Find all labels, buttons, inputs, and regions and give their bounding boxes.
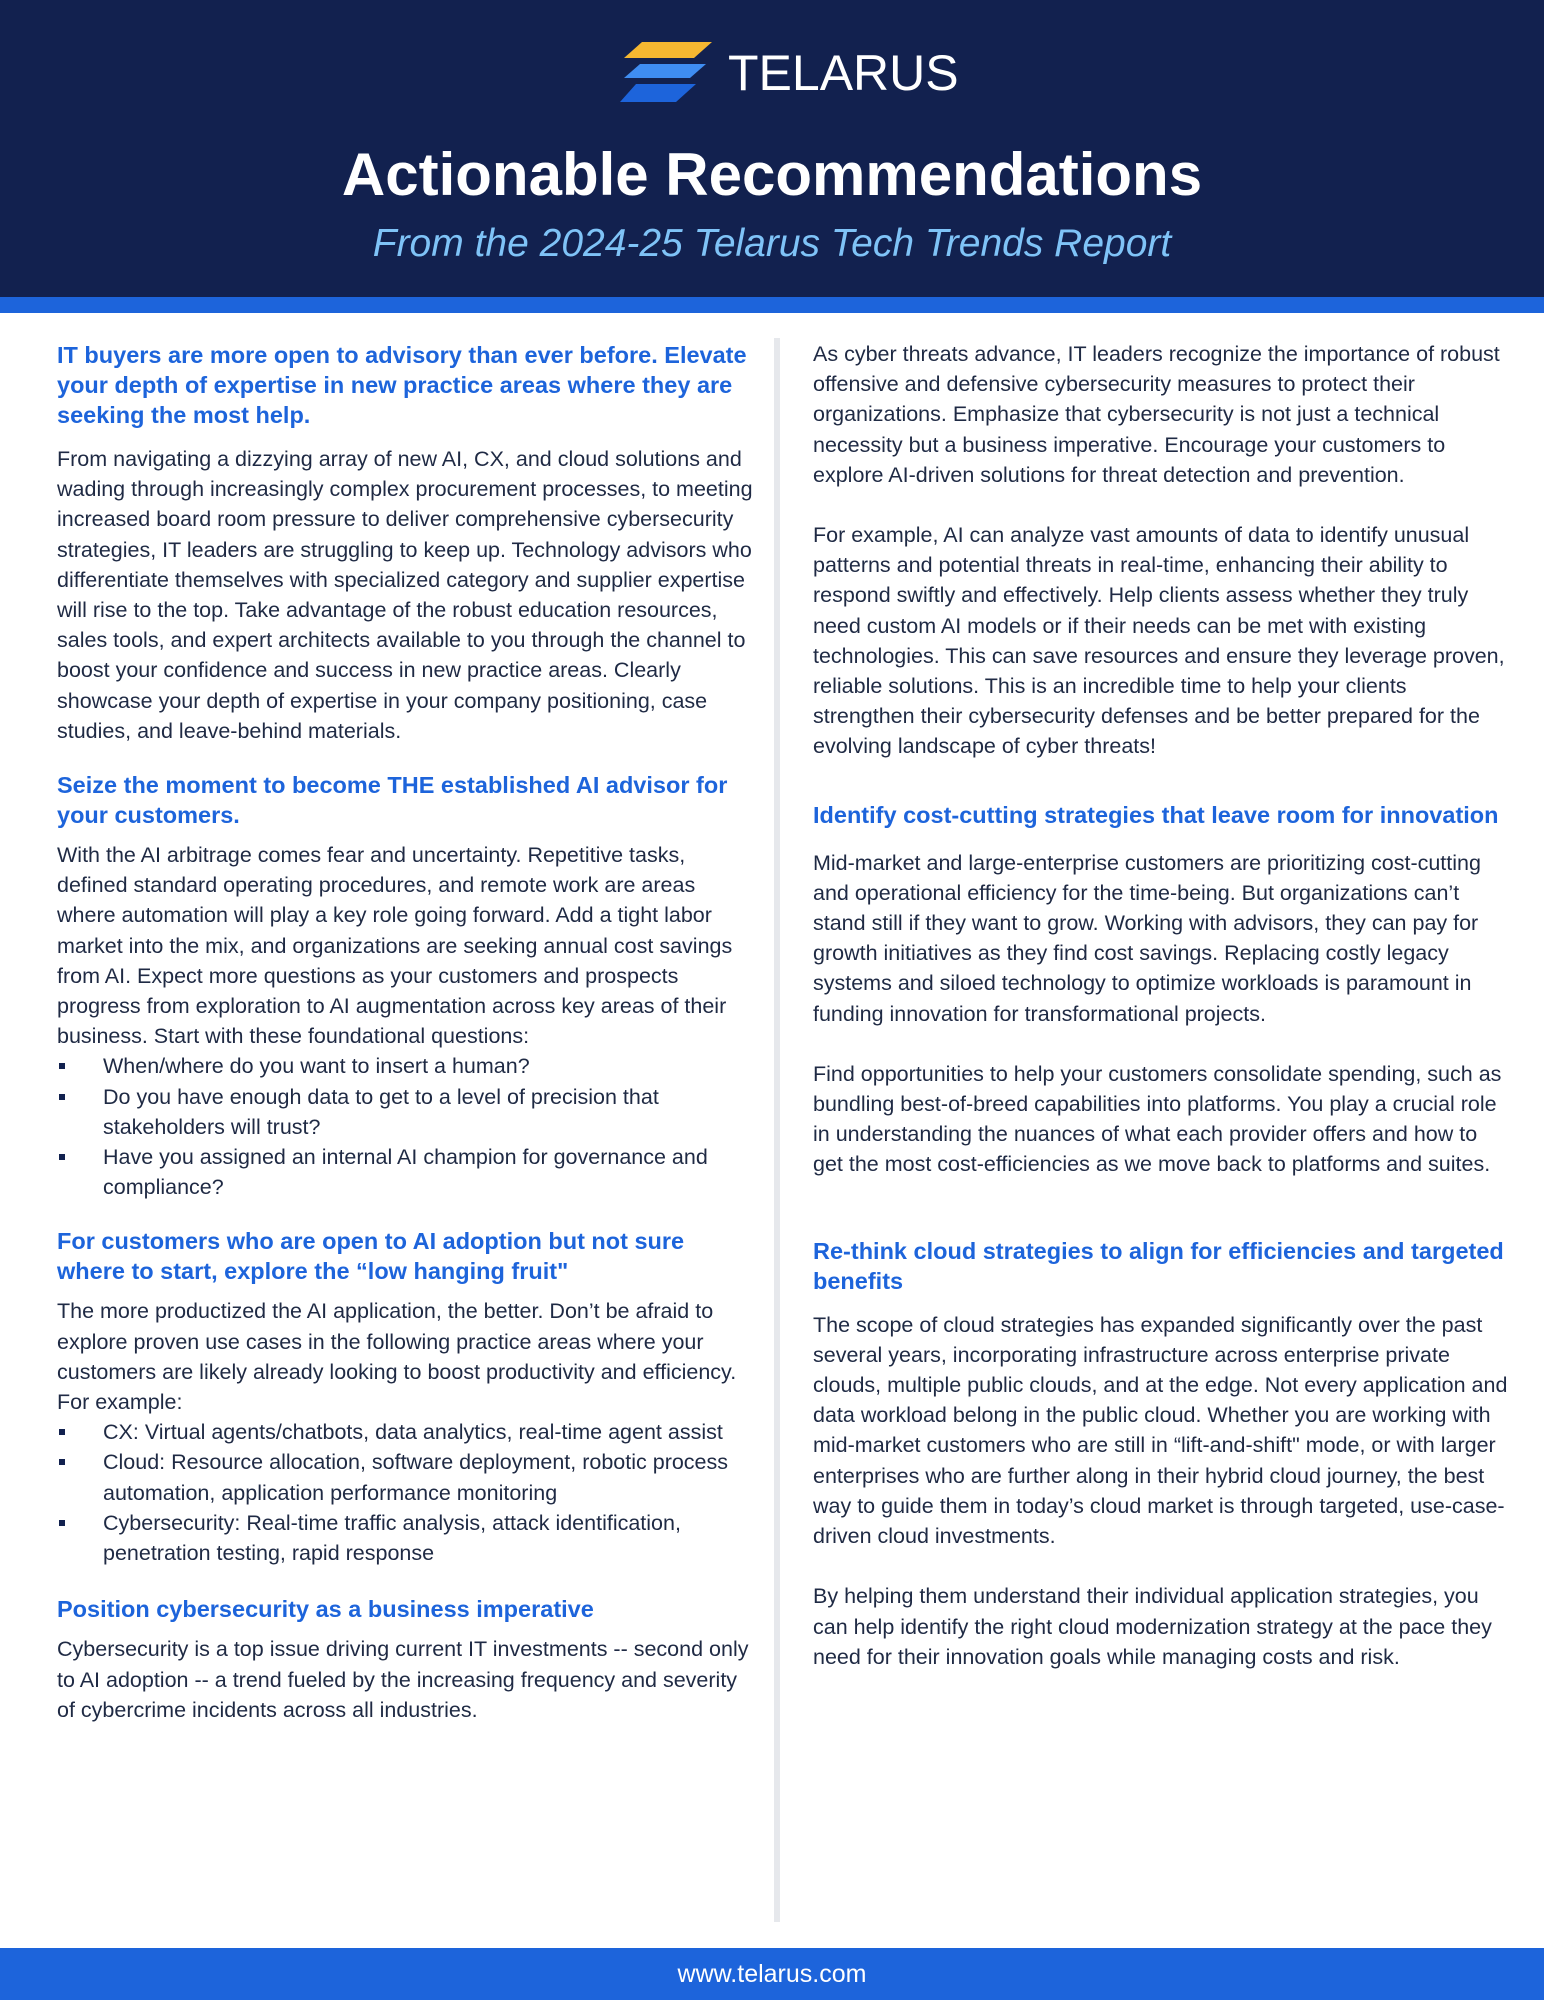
examples-lead: For example: [57, 1390, 183, 1415]
page-title: Actionable Recommendations [341, 141, 1203, 208]
page-subtitle: From the 2024-25 Telarus Tech Trends Report [372, 222, 1172, 265]
list-item: When/where do you want to insert a human? [57, 1051, 757, 1081]
list-item: CX: Virtual agents/chatbots, data analytics, real-time agent assist [57, 1417, 757, 1447]
section-heading-cybersecurity: Position cybersecurity as a business imperative [57, 1596, 594, 1623]
list-item: Cloud: Resource allocation, software deployment, robotic process automation, application performance monitoring [57, 1447, 757, 1507]
list-item: Have you assigned an internal AI champion for governance and compliance? [57, 1142, 757, 1202]
telarus-logo [620, 38, 959, 108]
right-column [813, 339, 1513, 1672]
section-heading-ai-advisor: Seize the moment to become THE established AI advisor for your customers. [57, 772, 728, 829]
cybersecurity-paragraph-1: As cyber threats advance, IT leaders recognize the importance of robust offensive and defensive cybersecurity measures to protect their organizations. Emphasize that cybersecurity is not just a technical necessity but a business imperative. Encourage your customers to explore AI-driven solutions for threat detection and prevention. [813, 342, 1500, 487]
list-item: Do you have enough data to get to a level of precision that stakeholders will trust? [57, 1082, 757, 1142]
cost-cutting-paragraph-2: Find opportunities to help your customers consolidate spending, such as bundling best-of-breed capabilities into platforms. You play a crucial role in understanding the nuances of what each provider offers and how to get the most cost-efficiencies as we move back to platforms and suites. [813, 1061, 1502, 1177]
header-stripe [0, 297, 1544, 313]
section-heading-low-hanging-fruit: For customers who are open to AI adoption but not sure where to start, explore the “low hanging fruit" [57, 1228, 685, 1285]
foundational-questions-list [57, 1051, 757, 1202]
section-heading-advisory: IT buyers are more open to advisory than ever before. Elevate your depth of expertise in new practice areas where they are seeking the most help. [57, 342, 747, 428]
section-heading-cloud: Re-think cloud strategies to align for efficiencies and targeted benefits [813, 1237, 1504, 1294]
brand-name: TELARUS [728, 45, 959, 101]
telarus-logo-icon [620, 38, 716, 108]
cloud-paragraph-2: By helping them understand their individual application strategies, you can help identify the right cloud modernization strategy at the pace they need for their innovation goals while managing costs and risk. [813, 1584, 1492, 1669]
section-body-advisory: From navigating a dizzying array of new AI, CX, and cloud solutions and wading through increasingly complex procurement processes, to meeting increased board room pressure to deliver comprehensive cybersecurity strategies, IT leaders are struggling to keep up. Technology advisors who differentiate themselves with specialized category and supplier expertise will rise to the top. Take advantage of the robust education resources, sales tools, and expert architects available to you through the channel to boost your confidence and success in new practice areas. Clearly showcase your depth of expertise in your company positioning, case studies, and leave-behind materials. [57, 447, 753, 743]
list-item: Cybersecurity: Real-time traffic analysis, attack identification, penetration testing, rapid response [57, 1508, 757, 1568]
section-body-cybersecurity: Cybersecurity is a top issue driving current IT investments -- second only to AI adoption -- a trend fueled by the increasing frequency and severity of cybercrime incidents across all industries. [57, 1637, 749, 1722]
column-divider [774, 338, 780, 1922]
cloud-paragraph-1: The scope of cloud strategies has expanded significantly over the past several years, incorporating infrastructure across enterprise private clouds, multiple public clouds, and at the edge. Not every application and data workload belong in the public cloud. Whether you are working with mid-market customers who are still in “lift-and-shift" mode, or with larger enterprises who are further along in their hybrid cloud journey, the best way to guide them in today’s cloud market is through targeted, use-case-driven cloud investments. [813, 1312, 1508, 1549]
footer-website-link[interactable]: www.telarus.com [0, 1948, 1544, 2000]
left-column [57, 340, 757, 1725]
use-case-list [57, 1417, 757, 1568]
cost-cutting-paragraph-1: Mid-market and large-enterprise customers are prioritizing cost-cutting and operational efficiency for the time-being. But organizations can’t stand still if they want to grow. Working with advisors, they can pay for growth initiatives as they find cost savings. Replacing costly legacy systems and siloed technology to optimize workloads is paramount in funding innovation for transformational projects. [813, 850, 1481, 1026]
section-body-low-hanging-fruit: The more productized the AI application, the better. Don’t be afraid to explore proven use cases in the following practice areas where your customers are likely already looking to boost productivity and efficiency. [57, 1299, 737, 1384]
section-body-ai-advisor: With the AI arbitrage comes fear and uncertainty. Repetitive tasks, defined standard operating procedures, and remote work are areas where automation will play a key role going forward. Add a tight labor market into the mix, and organizations are seeking annual cost savings from AI. Expect more questions as your customers and prospects progress from exploration to AI augmentation across key areas of their business. Start with these foundational questions: [57, 843, 733, 1049]
cybersecurity-paragraph-2: For example, AI can analyze vast amounts of data to identify unusual patterns and potential threats in real-time, enhancing their ability to respond swiftly and effectively. Help clients assess whether they truly need custom AI models or if their needs can be met with existing technologies. This can save resources and ensure they leverage proven, reliable solutions. This is an incredible time to help your clients strengthen their cybersecurity defenses and be better prepared for the evolving landscape of cyber threats! [813, 523, 1505, 759]
section-heading-cost-cutting: Identify cost-cutting strategies that leave room for innovation [813, 801, 1499, 828]
